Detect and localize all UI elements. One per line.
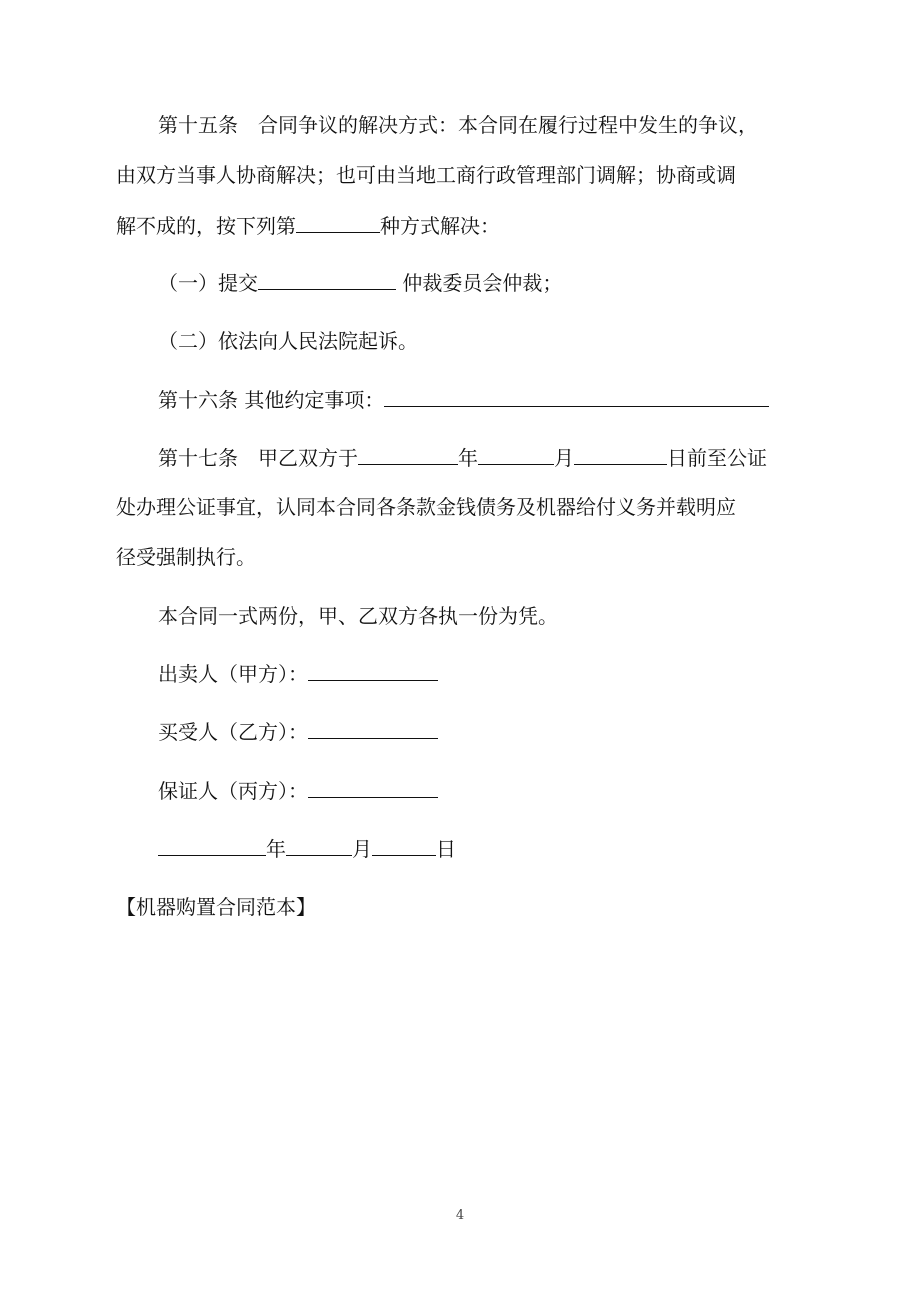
copies-line <box>0 601 920 631</box>
article-17-text-3: 径受强制执行。 <box>116 545 256 569</box>
notary-year-blank <box>358 444 458 465</box>
signing-day-label: 日 <box>436 837 456 861</box>
page-number: 4 <box>455 1208 465 1223</box>
guarantor-label: 保证人（丙方）： <box>158 779 308 803</box>
next-section-title-line <box>0 892 920 922</box>
dispute-method-blank <box>296 212 380 233</box>
next-section-title: 【机器购置合同范本】 <box>116 895 316 919</box>
article-17-line-2 <box>0 492 920 522</box>
article-15-line-1 <box>0 110 920 140</box>
article-17-line-1 <box>0 443 920 473</box>
buyer-label: 买受人（乙方）： <box>158 720 308 744</box>
article-17-text-a: 第十七条 甲乙双方于 <box>158 446 358 470</box>
article-15-text-3a: 解不成的，按下列第 <box>116 214 296 238</box>
article-17-year: 年 <box>458 446 478 470</box>
option-2-line <box>0 326 920 356</box>
seller-signature-blank <box>308 660 438 681</box>
article-17-day: 日前至公证 <box>667 446 767 470</box>
buyer-signature-blank <box>308 718 438 739</box>
guarantor-signature-blank <box>308 777 438 798</box>
signing-date-line <box>0 834 920 864</box>
article-17-month: 月 <box>554 446 574 470</box>
article-15-line-2 <box>0 160 920 190</box>
guarantor-signature-line <box>0 776 920 806</box>
article-15-line-3 <box>0 211 920 241</box>
article-16-line <box>0 385 920 415</box>
option-2-text: （二）依法向人民法院起诉。 <box>158 329 418 353</box>
seller-label: 出卖人（甲方）： <box>158 662 308 686</box>
article-17-line-3 <box>0 542 920 572</box>
notary-month-blank <box>478 444 554 465</box>
option-1-line <box>0 268 920 298</box>
article-15-text-3b: 种方式解决： <box>380 214 500 238</box>
signing-year-label: 年 <box>266 837 286 861</box>
signing-day-blank <box>372 835 436 856</box>
signing-year-blank <box>158 835 266 856</box>
article-17-text-2: 处办理公证事宜，认同本合同各条款金钱债务及机器给付义务并载明应 <box>116 495 736 519</box>
other-terms-blank <box>384 386 769 407</box>
option-1-text-b: 仲裁委员会仲裁； <box>396 271 563 295</box>
signing-month-label: 月 <box>352 837 372 861</box>
option-1-text-a: （一）提交 <box>158 271 258 295</box>
signing-month-blank <box>286 835 352 856</box>
seller-signature-line <box>0 659 920 689</box>
notary-day-blank <box>574 444 667 465</box>
arbitration-committee-blank <box>258 269 396 290</box>
buyer-signature-line <box>0 717 920 747</box>
article-15-text-1: 第十五条 合同争议的解决方式：本合同在履行过程中发生的争议， <box>158 113 758 137</box>
copies-text: 本合同一式两份，甲、乙双方各执一份为凭。 <box>158 604 558 628</box>
article-15-text-2: 由双方当事人协商解决；也可由当地工商行政管理部门调解；协商或调 <box>116 163 736 187</box>
article-16-text: 第十六条 其他约定事项： <box>158 388 385 412</box>
